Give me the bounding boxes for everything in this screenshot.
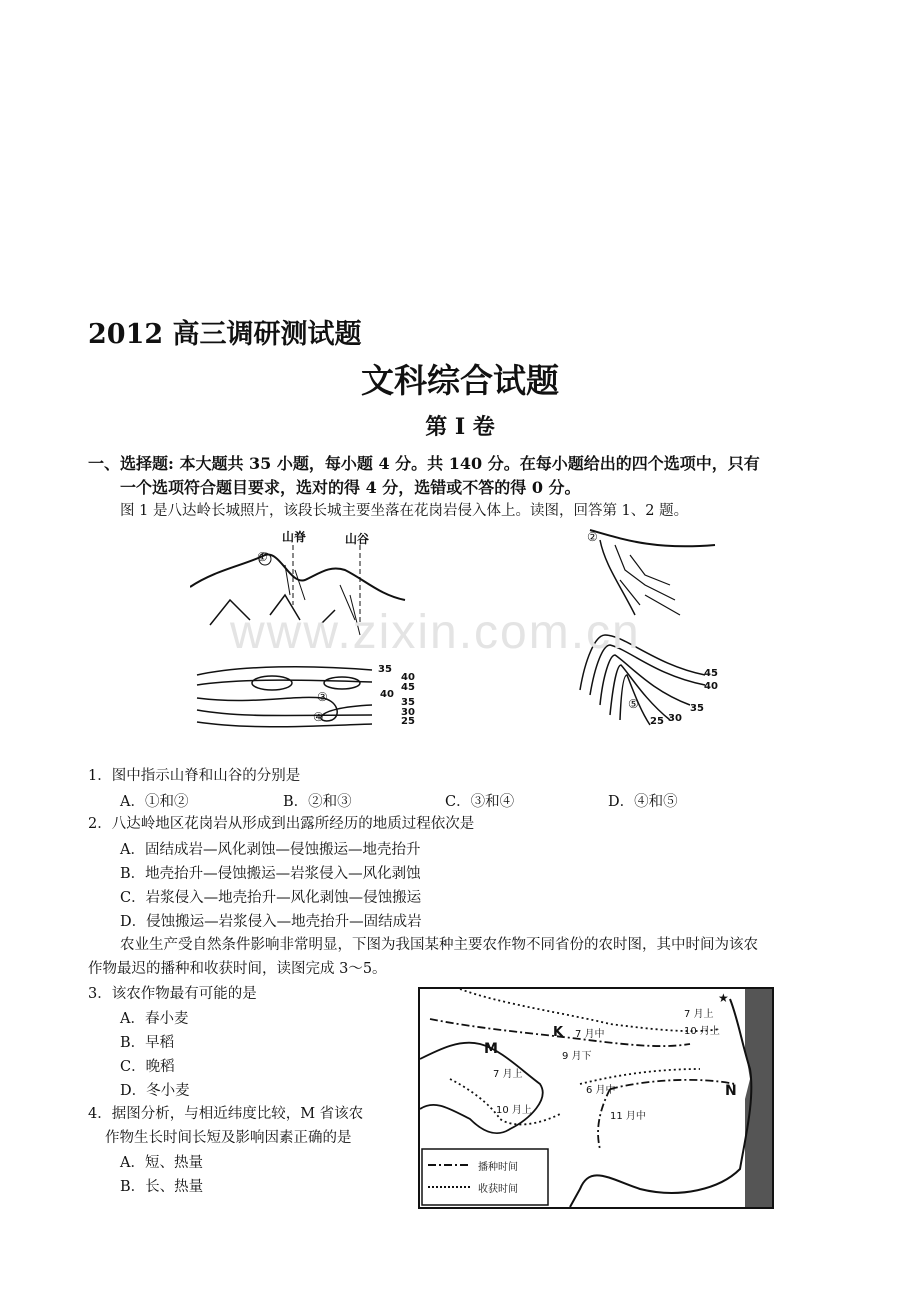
map-letter-m: M: [484, 1041, 498, 1057]
volume-title: 第 I 卷: [425, 414, 495, 440]
q3-stem: 3．该农作物最有可能的是: [88, 986, 257, 1002]
intro2-line-1: 农业生产受自然条件影响非常明显，下图为我国某种主要农作物不同省份的农时图，其中时间为该农: [120, 937, 758, 953]
q1-option-c: C．③和④: [445, 794, 515, 810]
section-instructions: [88, 452, 848, 500]
q3-option-d: D．冬小麦: [120, 1083, 190, 1099]
section-line-2: 一个选项符合题目要求，选对的得 4 分，选错或不答的得 0 分。: [120, 478, 581, 497]
q2-option-b: B．地壳抬升—侵蚀搬运—岩浆侵入—风化剥蚀: [120, 866, 421, 882]
figure1-intro: 图 1 是八达岭长城照片，该段长城主要坐落在花岗岩侵入体上。读图，回答第 1、2 题。: [120, 503, 689, 519]
q3-option-c: C．晚稻: [120, 1059, 175, 1075]
figure1-contours-left: [192, 660, 377, 730]
q2-option-c: C．岩浆侵入—地壳抬升—风化剥蚀—侵蚀搬运: [120, 890, 422, 906]
label-valley: 山谷: [345, 532, 370, 546]
map-letter-k: K: [553, 1025, 564, 1040]
exam-title: 2012 高三调研测试题: [88, 319, 362, 350]
q1-option-b: B．②和③: [283, 794, 352, 810]
contour-left-4: 40: [380, 689, 394, 700]
q4-option-b: B．长、热量: [120, 1179, 204, 1195]
q4-option-a: A．短、热量: [120, 1155, 203, 1171]
map-label-sep-late: 9 月下: [562, 1051, 592, 1062]
q2-option-d: D．侵蚀搬运—岩浆侵入—地壳抬升—固结成岩: [120, 914, 422, 930]
map-label-jul-early-w: 7 月上: [493, 1069, 523, 1080]
contour-left-6: 30: [401, 707, 415, 718]
contour-left-1: 35: [378, 664, 392, 675]
q2-option-a: A．固结成岩—风化剥蚀—侵蚀搬运—地壳抬升: [120, 842, 421, 858]
mark-4: ④: [313, 710, 324, 724]
legend-sowing: 播种时间: [478, 1162, 518, 1173]
q2-stem: 2．八达岭地区花岗岩从形成到出露所经历的地质过程依次是: [88, 816, 475, 832]
mark-2: ②: [587, 530, 598, 544]
contour-right-4: 30: [668, 713, 682, 724]
section-line-1: 一、选择题: 本大题共 35 小题，每小题 4 分。共 140 分。在每小题给出的四个选项中，只有: [88, 454, 760, 473]
contour-right-3: 35: [690, 703, 704, 714]
contour-left-5: 35: [401, 697, 415, 708]
q1-option-a: A．①和②: [120, 794, 189, 810]
q4-stem-line-1: 4．据图分析，与相近纬度比较，M 省该农: [88, 1106, 364, 1122]
q4-stem-line-2: 作物生长时间长短及影响因素正确的是: [105, 1130, 352, 1146]
map-letter-n: N: [725, 1083, 737, 1099]
watermark: www.zixin.com.cn: [230, 606, 641, 659]
map-label-oct-early-e: 10 月上: [684, 1026, 720, 1037]
contour-left-7: 25: [401, 716, 415, 727]
mark-3: ③: [317, 690, 328, 704]
star-icon: ★: [718, 991, 729, 1005]
contour-right-1: 45: [704, 668, 718, 679]
map-label-oct-early-w: 10 月上: [496, 1105, 532, 1116]
contour-right-2: 40: [704, 681, 718, 692]
main-title: 文科综合试题: [361, 361, 559, 400]
q3-option-b: B．早稻: [120, 1035, 175, 1051]
map-label-jun-mid: 6 月中: [586, 1085, 616, 1096]
mark-1: ①: [257, 550, 268, 564]
legend-harvest: 收获时间: [478, 1184, 518, 1195]
map-label-nov-mid: 11 月中: [610, 1111, 646, 1122]
map-label-jul-early-e: 7 月上: [684, 1009, 714, 1020]
contour-right-5: 25: [650, 716, 664, 727]
crop-calendar-map: [418, 987, 774, 1209]
mark-5: ⑤: [628, 697, 639, 711]
map-label-jul-mid: 7 月中: [575, 1029, 605, 1040]
intro2-line-2: 作物最迟的播种和收获时间，读图完成 3～5。: [88, 961, 387, 977]
contour-left-3: 45: [401, 682, 415, 693]
contour-left-2: 40: [401, 672, 415, 683]
q1-option-d: D．④和⑤: [608, 794, 678, 810]
label-ridge: 山脊: [282, 530, 307, 544]
q3-option-a: A．春小麦: [120, 1011, 189, 1027]
q1-stem: 1．图中指示山脊和山谷的分别是: [88, 768, 301, 784]
